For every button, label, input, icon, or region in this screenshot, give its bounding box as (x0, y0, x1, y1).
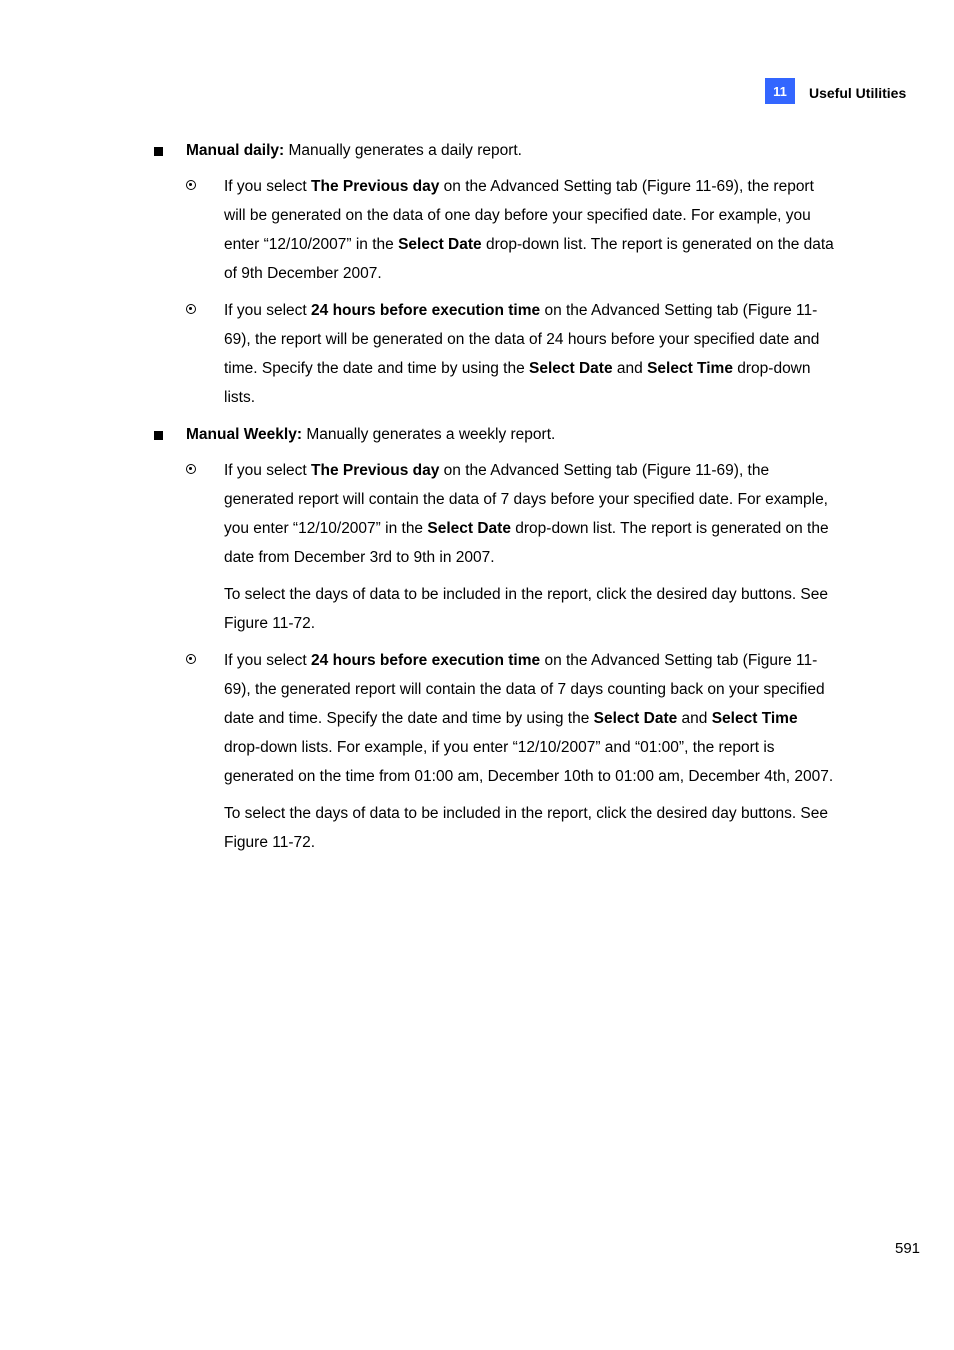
bold-field: Select Date (529, 360, 613, 377)
term-manual-daily: Manual daily: (186, 142, 285, 159)
square-bullet-icon (154, 431, 163, 440)
circle-bullet-icon (186, 464, 196, 474)
sub-item-weekly-previous-day (150, 456, 838, 572)
text: If you select (224, 462, 312, 479)
description-manual-daily: Manually generates a daily report. (284, 142, 522, 159)
text: on the Advanced Setting tab (Figure 11-69), the generated report will contain the data of 7 days counting back on your specified date and time. Specify the date and time by using the (224, 652, 825, 727)
chapter-number-badge: 11 (765, 78, 795, 104)
circle-bullet-icon (186, 180, 196, 190)
bold-option: The Previous day (311, 462, 440, 479)
bold-option: The Previous day (311, 178, 440, 195)
bold-field: Select Time (711, 710, 798, 727)
bullet-manual-weekly (150, 420, 850, 449)
note-weekly-24-hours: To select the days of data to be included in the report, click the desired day buttons. See Figure 11-72. (224, 805, 829, 851)
bullet-manual-daily (150, 136, 850, 165)
text: on the Advanced Setting tab (Figure 11-69), the generated report will contain the data of 7 days before your specified date. For example, you enter “12/10/2007” in the (224, 462, 828, 537)
text: If you select (224, 302, 312, 319)
text: and (677, 710, 712, 727)
square-bullet-icon (154, 147, 163, 156)
note-weekly-previous-day: To select the days of data to be included in the report, click the desired day buttons. See Figure 11-72. (224, 586, 829, 632)
text: If you select (224, 652, 312, 669)
bold-field: Select Date (593, 710, 678, 727)
sub-item-daily-previous-day (150, 172, 838, 288)
text: drop-down lists. For example, if you enter “12/10/2007” and “01:00”, the report is generated on the time from 01:00 am, December 10th to 01:00 am, December 4th, 2007. (224, 739, 834, 785)
circle-bullet-icon (186, 304, 196, 314)
text: on the Advanced Setting tab (Figure 11-69), the report will be generated on the data of 24 hours before your specified date and time. Specify the date and time by using the (224, 302, 820, 377)
text: drop-down list. The report is generated on the data of 9th December 2007. (224, 236, 834, 282)
page-number: 591 (895, 1240, 921, 1257)
circle-bullet-icon (186, 654, 196, 664)
bold-field: Select Date (427, 520, 511, 537)
text: on the Advanced Setting tab (Figure 11-69), the report will be generated on the data of one day before your specified date. For example, you enter “12/10/2007” in the (224, 178, 814, 253)
bold-option: 24 hours before execution time (311, 652, 541, 669)
text: and (612, 360, 648, 377)
sub-item-weekly-24-hours (150, 646, 838, 791)
page-content (150, 136, 850, 865)
chapter-title: Useful Utilities (809, 85, 907, 101)
text: drop-down list. The report is generated on the date from December 3rd to 9th in 2007. (224, 520, 829, 566)
bold-option: 24 hours before execution time (311, 302, 541, 319)
text: drop-down lists. (224, 360, 811, 406)
bold-field: Select Date (398, 236, 482, 253)
text: If you select (224, 178, 312, 195)
description-manual-weekly: Manually generates a weekly report. (302, 426, 556, 443)
sub-item-daily-24-hours (150, 296, 838, 412)
term-manual-weekly: Manual Weekly: (186, 426, 303, 443)
bold-field: Select Time (647, 360, 733, 377)
